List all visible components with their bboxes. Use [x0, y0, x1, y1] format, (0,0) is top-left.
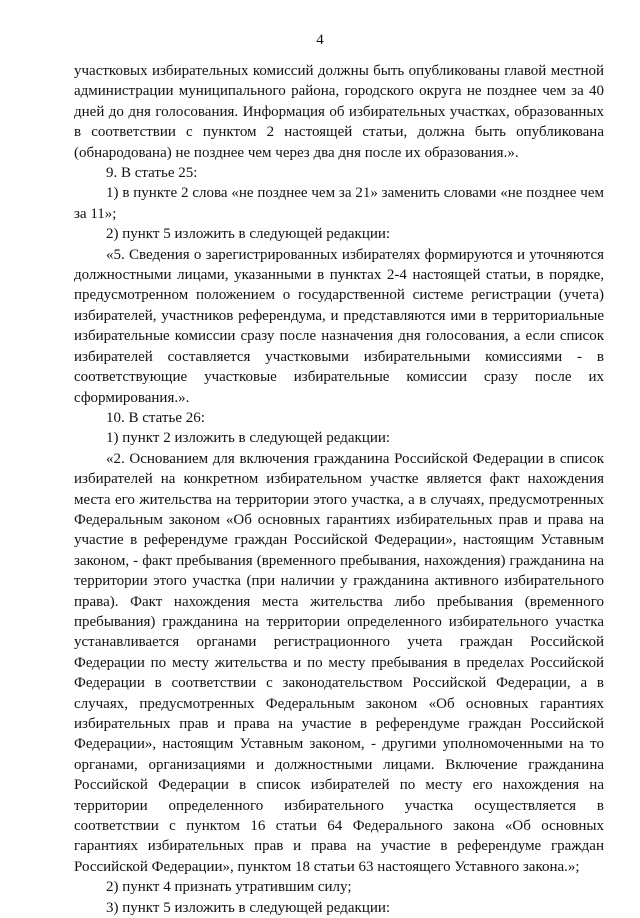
paragraph-article-26-item-1: 1) пункт 2 изложить в следующей редакции:: [106, 430, 391, 447]
paragraph-article-26-clause-2: «2. Основанием для включения гражданина Российской Федерации в список избирателей на конкретном избирательном участке является факт нахождения места его жительства на территории этого участка, а в случаях, предусмотренных Федеральным законом «Об основных гарантиях избирательных прав и права на участие в референдуме граждан Российской Федерации», настоящим Уставным законом, - факт пребывания (временного пребывания, нахождения) гражданина на территории этого участка (при наличии у гражданина активного избирательного права). Факт нахождения места жительства либо пребывания (временного пребывания) гражданина на территории определенного избирательного участка устанавливается органами регистрационного учета граждан Российской Федерации по месту жительства и по месту пребывания в пределах Российской Федерации в соответствии с законодательством Российской Федерации, а в случаях, предусмотренных Федеральным законом «Об основных гарантиях избирательных прав и права на участие в референдуме граждан Российской Федерации», настоящим Уставным законом, - другими уполномоченными на то органами, организациями и должностными лицами. Включение гражданина Российской Федерации в список избирателей по месту его нахождения на территории определенного избирательного участка осуществляется в соответствии с пунктом 16 статьи 64 Федерального закона «Об основных гарантиях избирательных прав и права на участие в референдуме граждан Российской Федерации», пунктом 18 статьи 63 настоящего Уставного закона.»;: [74, 450, 604, 875]
paragraph-article-25-item-2: 2) пункт 5 изложить в следующей редакции:: [106, 226, 391, 243]
document-body: [74, 61, 604, 918]
page-number: 4: [316, 32, 324, 48]
paragraph-article-26-heading: 10. В статье 26:: [106, 409, 205, 426]
paragraph-article-26-item-3: 3) пункт 5 изложить в следующей редакции:: [106, 899, 391, 916]
paragraph-article-25-item-1: 1) в пункте 2 слова «не позднее чем за 21» заменить словами «не позднее чем за 11»;: [74, 185, 604, 222]
paragraph-article-25-clause-5: «5. Сведения о зарегистрированных избирателях формируются и уточняются должностными лицами, указанными в пунктах 2-4 настоящей статьи, в порядке, предусмотренном положением о государственной системе регистрации (учета) избирателей, участников референдума, и представляются ими в территориальные избирательные комиссии сразу после назначения дня голосования, а если список избирателей составляется участковыми избирательными комиссиями - в соответствующие участковые избирательные комиссии сразу после их сформирования.».: [74, 246, 604, 406]
paragraph-continuation: участковых избирательных комиссий должны быть опубликованы главой местной администрации муниципального района, городского округа не позднее чем за 40 дней до дня голосования. Информация об избирательных участках, образованных в соответствии с пунктом 2 настоящей статьи, должна быть опубликована (обнародована) не позднее чем через два дня после их образования.».: [74, 63, 604, 161]
paragraph-article-26-item-2: 2) пункт 4 признать утратившим силу;: [106, 879, 352, 896]
paragraph-article-25-heading: 9. В статье 25:: [106, 165, 198, 182]
